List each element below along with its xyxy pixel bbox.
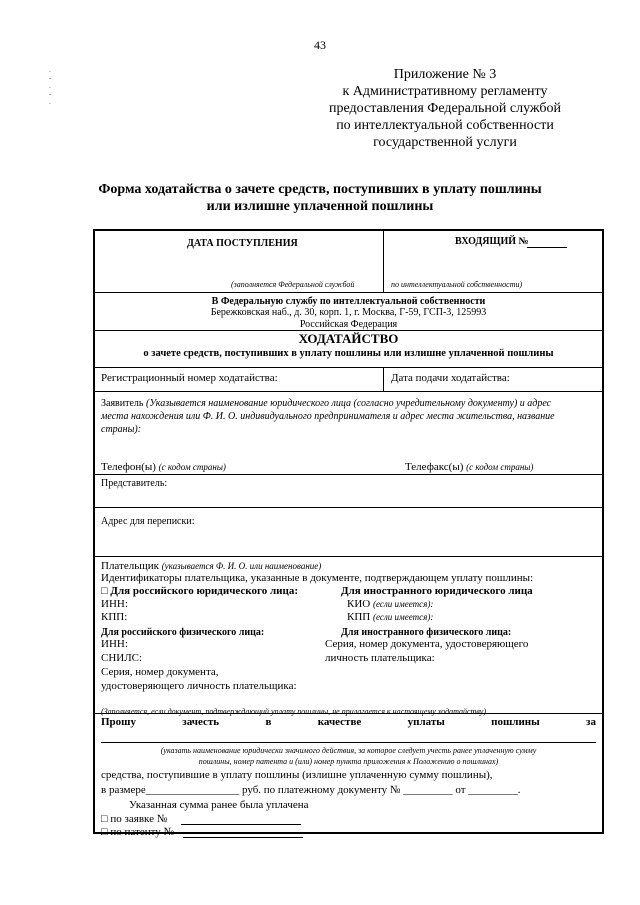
applicant-hint: места нахождения или Ф. И. О. индивидуального предпринимателя и адрес места жительства, название	[101, 411, 555, 422]
payer-identifiers: Идентификаторы плательщика, указанные в документе, подтверждающем уплату пошлины:	[101, 572, 534, 584]
appendix-line: по интеллектуальной собственности	[336, 118, 554, 133]
by-application-option[interactable]: □ по заявке №	[101, 813, 168, 825]
petition-subtitle: о зачете средств, поступивших в уплату пошлины или излишне уплаченной пошлины	[143, 348, 554, 359]
divider	[95, 367, 602, 368]
request-word: уплаты	[407, 716, 445, 728]
snils-label: СНИЛС:	[101, 652, 143, 664]
phone-hint: (с кодом страны)	[158, 462, 226, 472]
request-word: качестве	[317, 716, 362, 728]
phone-label: Телефон(ы)	[101, 461, 156, 473]
request-word: пошлины	[491, 716, 540, 728]
addressee-line: В Федеральную службу по интеллектуальной собственности	[211, 296, 486, 307]
kpp-foreign-hint: (если имеется):	[372, 612, 434, 622]
appendix-line: предоставления Федеральной службой	[329, 101, 561, 116]
applicant-hint: (Указывается наименование юридического лица (согласно учредительному документу) и адрес	[145, 398, 552, 409]
filled-by-note-left: (заполняется Федеральной службой	[231, 280, 355, 289]
divider	[95, 292, 602, 293]
request-word: зачесть	[182, 716, 220, 728]
filled-by-note-right: по интеллектуальной собственности)	[391, 280, 523, 289]
filing-date-label: Дата подачи ходатайства:	[391, 372, 510, 384]
funds-line: средства, поступившие в уплату пошлины (излишне уплаченную сумму пошлины),	[101, 769, 493, 781]
registration-number-label: Регистрационный номер ходатайства:	[101, 372, 278, 384]
fax-row	[405, 461, 533, 474]
patent-number-field[interactable]	[183, 837, 303, 838]
request-line	[101, 716, 596, 729]
form-title-line: Форма ходатайства о зачете средств, поступивших в уплату пошлины	[98, 182, 542, 197]
ru-id-document-line: удостоверяющего личность плательщика:	[101, 680, 297, 692]
appendix-block	[300, 66, 590, 151]
legal-action-hint: (указать наименование юридически значимого действия, за которое следует учесть ранее уплаченную сумму	[160, 746, 537, 755]
divider	[95, 474, 602, 475]
kio-row	[347, 598, 433, 611]
payer-hint: (указывается Ф. И. О. или наименование)	[161, 561, 322, 571]
appendix-line: государственной услуги	[373, 135, 517, 150]
margin-marks: . - . - .	[49, 66, 52, 106]
representative-label: Представитель:	[101, 478, 168, 489]
mailing-address-label: Адрес для переписки:	[101, 516, 195, 527]
fax-label: Телефакс(ы)	[405, 461, 464, 473]
request-word: за	[586, 716, 596, 728]
addressee-country: Российская Федерация	[299, 319, 398, 330]
kio-hint: (если имеется):	[372, 599, 434, 609]
ru-legal-entity-option[interactable]: □ Для российского юридического лица:	[101, 585, 298, 597]
foreign-person-label: Для иностранного физического лица:	[341, 627, 512, 638]
legal-action-hint: пошлины, номер патента и (или) номер пункта приложения к Положению о пошлинах)	[198, 757, 499, 766]
receipt-date-label: ДАТА ПОСТУПЛЕНИЯ	[187, 238, 298, 249]
kpp-foreign-row	[347, 611, 433, 624]
kio-label: КИО	[347, 598, 371, 610]
legal-action-field[interactable]	[101, 742, 596, 743]
applicant-label-row	[101, 397, 551, 410]
form-title-line: или излишне уплаченной пошлины	[206, 199, 434, 214]
registration-divider	[383, 367, 384, 391]
kpp-label: КПП:	[101, 611, 128, 623]
ru-id-document-line: Серия, номер документа,	[101, 666, 219, 678]
inn-person-label: ИНН:	[101, 638, 128, 650]
ru-person-label: Для российского физического лица:	[101, 627, 265, 638]
phone-row	[101, 461, 226, 474]
page-number: 43	[314, 38, 326, 52]
applicant-label: Заявитель	[101, 398, 144, 409]
header-divider	[383, 231, 384, 292]
amount-line[interactable]: в размере_________________ руб. по платежному документу № _________ от _________.	[101, 784, 521, 796]
kpp-foreign-label: КПП	[347, 611, 371, 623]
divider	[95, 713, 602, 714]
divider	[95, 507, 602, 508]
foreign-id-document-line: личность плательщика:	[325, 652, 435, 664]
by-patent-option[interactable]: □ по патенту №	[101, 826, 174, 838]
payer-note: (Заполняется, если документ, подтверждающий уплату пошлины, не прилагается к настоящему ходатайству)	[101, 707, 487, 716]
petition-form	[93, 229, 604, 838]
incoming-number-label: ВХОДЯЩИЙ №	[455, 236, 529, 247]
appendix-line: Приложение № 3	[393, 67, 497, 82]
request-word: в	[265, 716, 272, 728]
petition-title: ХОДАТАЙСТВО	[298, 331, 399, 346]
inn-label: ИНН:	[101, 598, 128, 610]
addressee-address: Бережковская наб., д. 30, корп. 1, г. Москва, Г-59, ГСП-3, 125993	[210, 307, 487, 318]
previously-paid-label: Указанная сумма ранее была уплачена	[129, 799, 309, 811]
appendix-line: к Административному регламенту	[342, 84, 548, 99]
payer-label: Плательщик	[101, 560, 159, 572]
foreign-id-document-line: Серия, номер документа, удостоверяющего	[325, 638, 529, 650]
form-title	[60, 181, 580, 215]
divider	[95, 391, 602, 392]
request-word: Прошу	[101, 716, 136, 728]
fax-hint: (с кодом страны)	[466, 462, 534, 472]
foreign-legal-entity-label: Для иностранного юридического лица	[341, 585, 533, 597]
application-number-field[interactable]	[181, 824, 301, 825]
divider	[95, 556, 602, 557]
incoming-number-field[interactable]	[527, 247, 567, 248]
applicant-hint: страны):	[101, 424, 142, 435]
